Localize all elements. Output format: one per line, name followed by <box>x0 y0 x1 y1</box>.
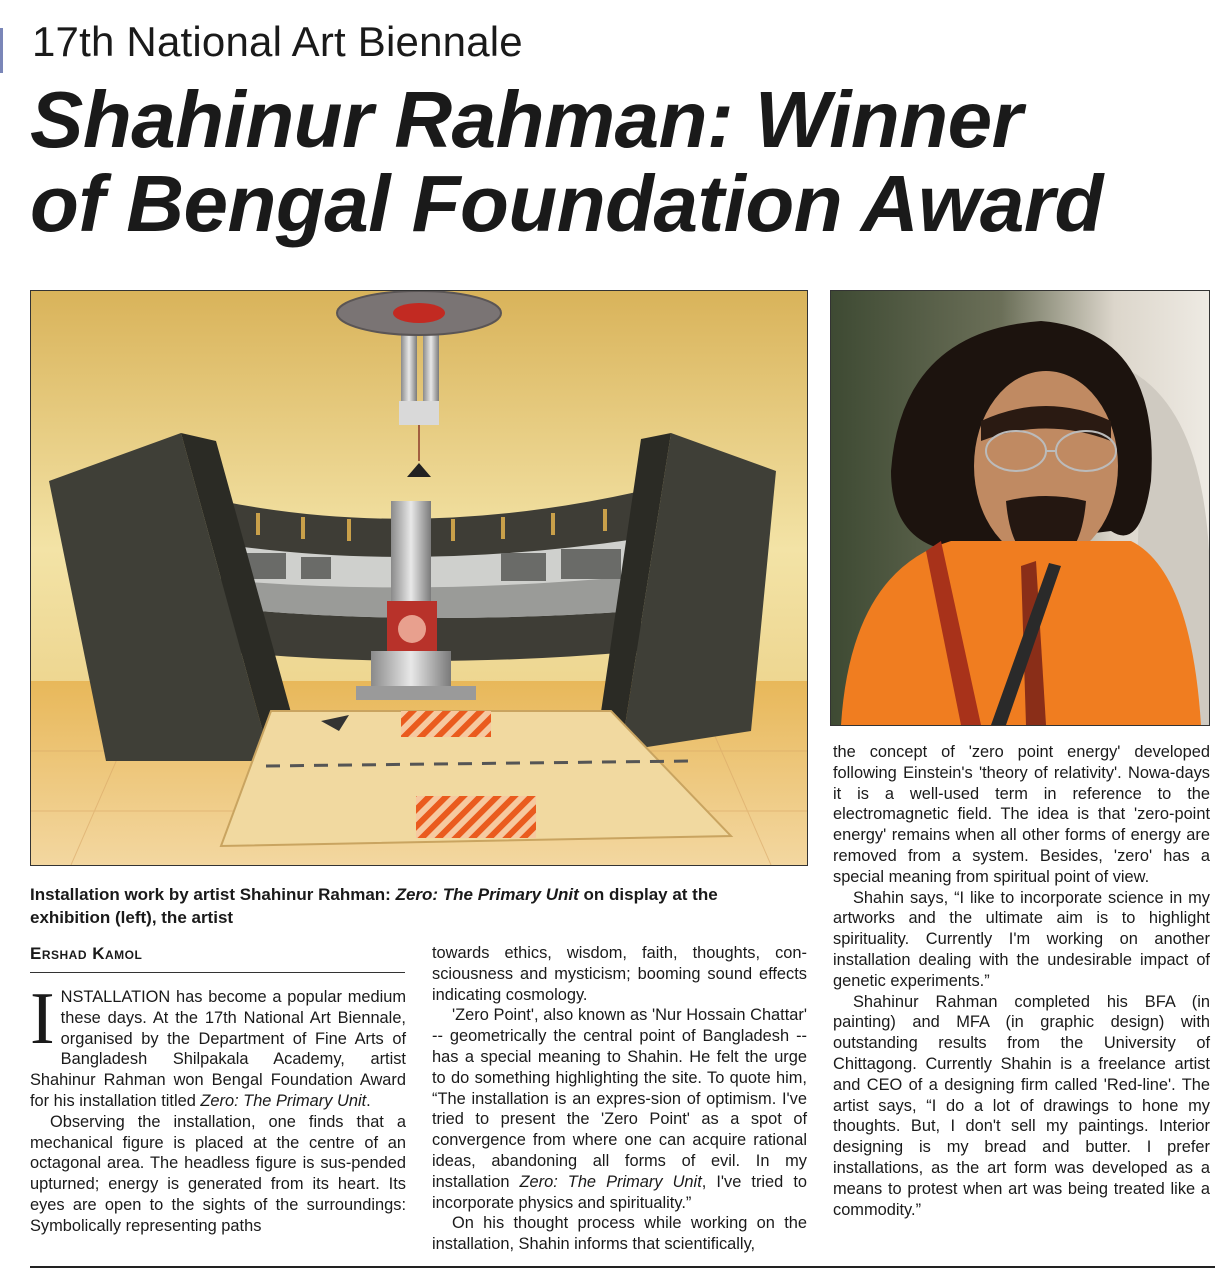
article-column-1 <box>30 978 406 1237</box>
bottom-rule <box>30 1266 1215 1268</box>
paragraph-3-end: , I've tried to incorporate physics and spirituality.” <box>432 1172 807 1212</box>
paragraph-5: Shahin says, “I like to incorporate science in my artworks and the ultimate aim is to highlight spirituality. Currently I'm working on another installation dealing with the undesirable impact of genetic experiments.” <box>833 888 1210 990</box>
kicker: 17th National Art Biennale <box>32 18 523 65</box>
article-column-3 <box>833 742 1210 1220</box>
byline: Ershad Kamol <box>30 944 143 963</box>
caption-text-2: on display at the exhibition (left), the artist <box>30 885 718 927</box>
paragraph-1-text: NSTALLATION has become a popular medium these days. At the 17th National Art Biennale, organised by the Department of Fine Arts of Bangladesh Shilpakala Academy, artist Shahinur Rahman won Bengal Foundation Award for his installation titled <box>30 988 406 1110</box>
caption-work-title: Zero: The Primary Unit <box>395 885 579 904</box>
paragraph-2-part-1: Observing the installation, one finds that a mechanical figure is placed at the centre of an octagonal area. The headless figure is sus-pended upturned; energy is generated from its heart. Its eyes are open to the sights of the surroundings: Symbolically representing paths <box>30 1112 406 1235</box>
headline-line-2: of Bengal Foundation Award <box>30 159 1103 248</box>
paragraph-3 <box>432 1005 807 1213</box>
photo-caption <box>30 883 800 929</box>
paragraph-1 <box>30 978 406 1112</box>
artist-portrait-illustration <box>831 291 1209 725</box>
paragraph-1-title: Zero: The Primary Unit <box>200 1091 367 1110</box>
installation-illustration <box>31 291 807 865</box>
paragraph-3-text: 'Zero Point', also known as 'Nur Hossain Chattar' -- geometrically the central point of Bangladesh -- has a special meaning to Shahin. He felt the urge to do something highlighting the site. To quote him, “The installation is an expres-sion of optimism. I've tried to present the 'Zero Point' as a spot of convergence from where one can acquire rational ideas, abandoning all forms of evil. In my installation <box>432 1006 807 1191</box>
paragraph-3-title: Zero: The Primary Unit <box>519 1172 702 1191</box>
installation-photo <box>30 290 808 866</box>
paragraph-4-part-1: On his thought process while working on the installation, Shahin informs that scientifically, <box>432 1214 807 1254</box>
headline <box>30 75 1215 248</box>
drop-cap: I <box>30 978 55 1060</box>
artist-photo <box>830 290 1210 726</box>
paragraph-2-part-2: towards ethics, wisdom, faith, thoughts, con-sciousness and mysticism; booming sound effects indicating cosmology. <box>432 944 807 1004</box>
article-column-2 <box>432 943 807 1255</box>
caption-text-1: Installation work by artist Shahinur Rahman: <box>30 885 396 904</box>
byline-rule <box>30 972 405 973</box>
headline-line-1: Shahinur Rahman: Winner <box>30 75 1023 164</box>
paragraph-1-end: . <box>366 1091 371 1110</box>
left-accent-rule <box>0 28 3 73</box>
paragraph-6: Shahinur Rahman completed his BFA (in painting) and MFA (in graphic design) with outstanding results from the University of Chittagong. Currently Shahin is a freelance artist and CEO of a designing firm called 'Red-line'. The artist says, “I do a lot of drawings to hone my thoughts. But, I don't sell my paintings. Interior designing is my bread and butter. I prefer installations, as the art form was developed as a means to protest when art was being treated like a commodity.” <box>833 992 1210 1219</box>
paragraph-4-part-2: the concept of 'zero point energy' developed following Einstein's 'theory of relativity'. Nowa-days it is a well-used term in reference to the electromagnetic field. The idea is that 'zero-point energy' remains when all other forms of energy are removed from a system. Besides, 'zero' has a special meaning from spiritual point of view. <box>833 743 1210 886</box>
